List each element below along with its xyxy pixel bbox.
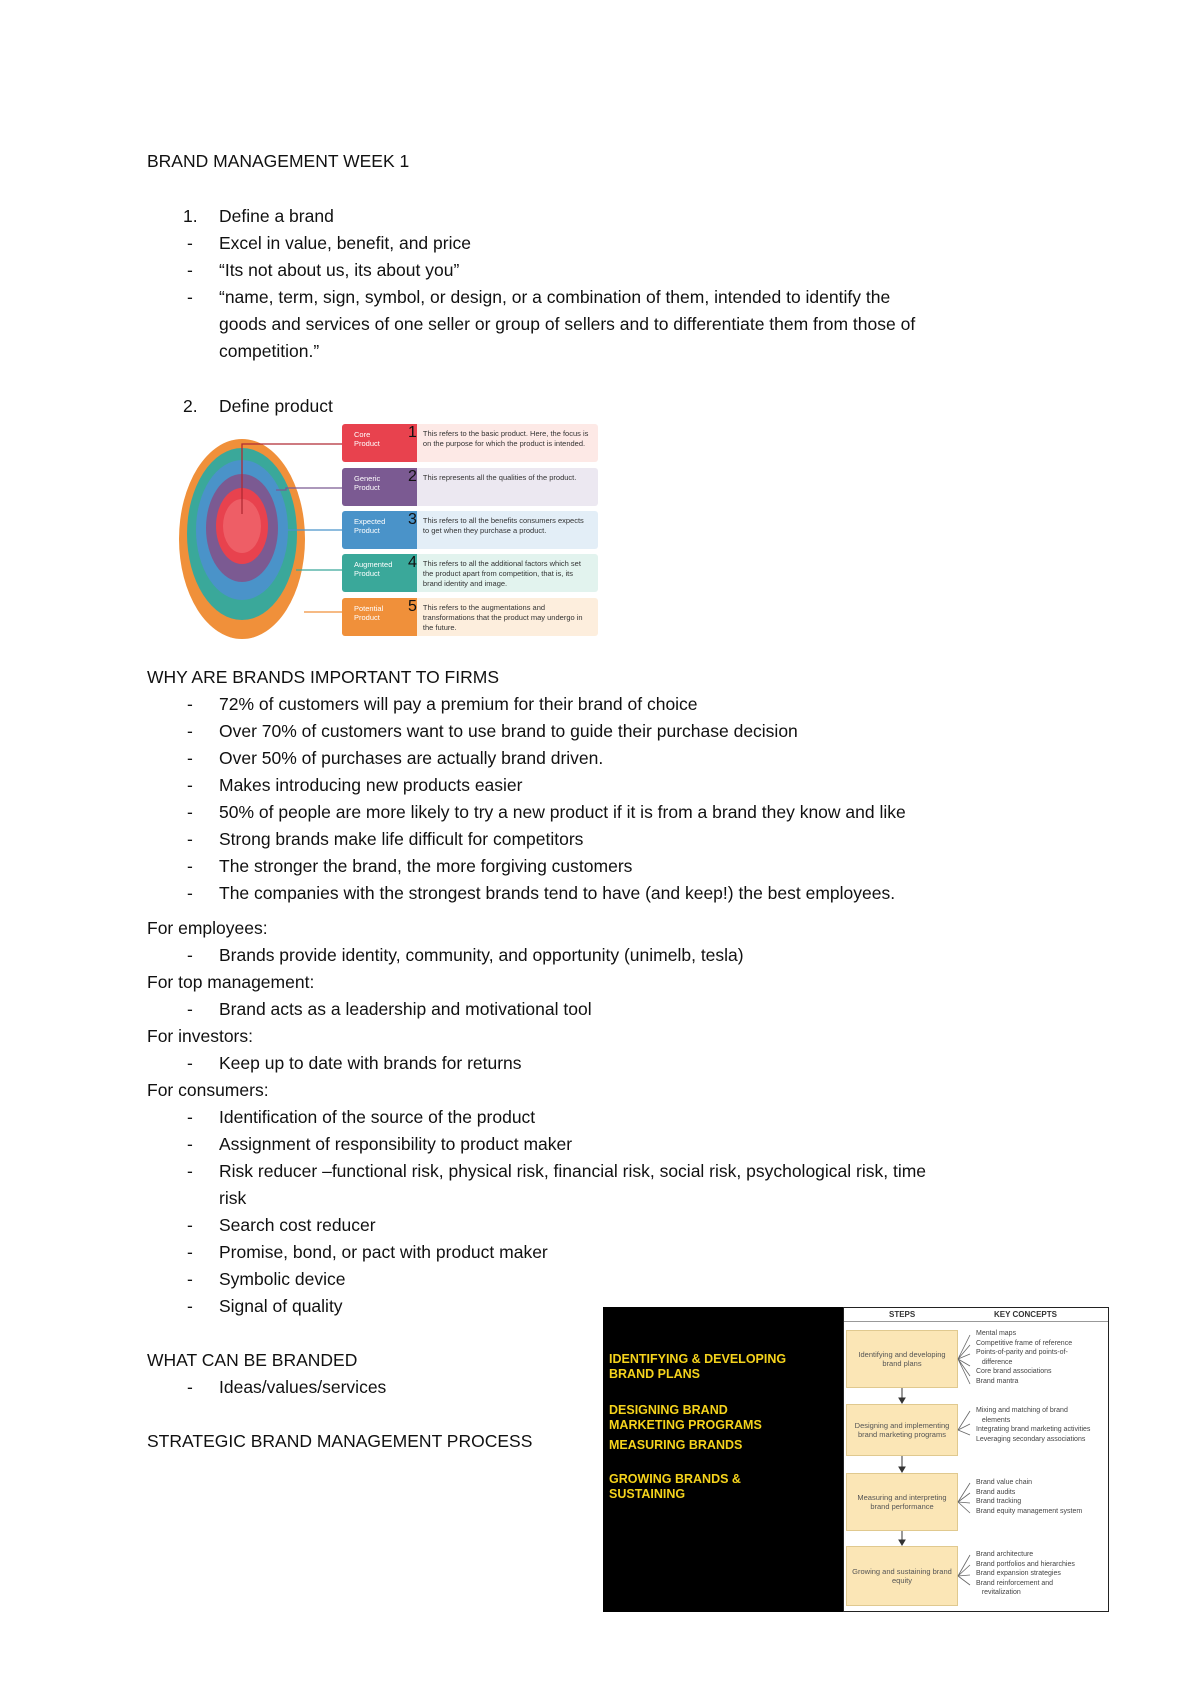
group-heading: For top management: (147, 972, 315, 992)
process-stage-label: GROWING BRANDS & SUSTAINING (609, 1472, 741, 1501)
list-item: Over 70% of customers want to use brand to guide their purchase decision (219, 721, 798, 741)
product-levels-figure (176, 418, 598, 644)
product-level-number: 5 (408, 598, 417, 636)
section-heading: WHAT CAN BE BRANDED (147, 1350, 358, 1370)
section-heading: STRATEGIC BRAND MANAGEMENT PROCESS (147, 1431, 533, 1451)
list-item: Assignment of responsibility to product maker (219, 1134, 573, 1154)
list-item: Symbolic device (219, 1269, 346, 1289)
list-item: Promise, bond, or pact with product maker (219, 1242, 548, 1262)
list-item: 72% of customers will pay a premium for their brand of choice (219, 694, 698, 714)
product-level-box (342, 511, 598, 549)
list-item: “name, term, sign, symbol, or design, or a combination of them, intended to identify the (219, 287, 891, 307)
list-item: Identification of the source of the product (219, 1107, 536, 1127)
product-rings-graphic (176, 418, 346, 644)
product-level-description: This refers to the augmentations and transformations that the product may undergo in the future. (422, 603, 583, 632)
product-level-name: Generic Product (342, 468, 408, 506)
process-stage-label: MEASURING BRANDS (609, 1438, 743, 1452)
product-level-description: This refers to all the additional factors which set the product apart from competition, that is, its brand identity and image. (422, 559, 581, 588)
list-item-continuation: risk (219, 1188, 247, 1208)
section-number: 1. (183, 206, 198, 226)
product-level-description: This represents all the qualities of the product. (422, 473, 577, 482)
list-item-continuation: goods and services of one seller or group of sellers and to differentiate them from those of (219, 314, 916, 334)
product-level-box (342, 554, 598, 592)
list-item-continuation: competition.” (219, 341, 320, 361)
product-level-description: This refers to the basic product. Here, the focus is on the purpose for which the product is intended. (422, 429, 589, 448)
list-item: Risk reducer –functional risk, physical risk, financial risk, social risk, psychological risk, time (219, 1161, 927, 1181)
list-item: Over 50% of purchases are actually brand driven. (219, 748, 604, 768)
product-level-box (342, 598, 598, 636)
list-item: The companies with the strongest brands tend to have (and keep!) the best employees. (219, 883, 896, 903)
list-item: Search cost reducer (219, 1215, 376, 1235)
key-concepts-list: Brand value chain Brand audits Brand tracking Brand equity management system (976, 1479, 1083, 1515)
product-level-name: Potential Product (342, 598, 408, 636)
product-level-name: Expected Product (342, 511, 408, 549)
concepts-column-header: KEY CONCEPTS (994, 1310, 1057, 1319)
process-step: Measuring and interpreting brand performance (846, 1473, 958, 1531)
list-item: Brands provide identity, community, and opportunity (unimelb, tesla) (219, 945, 744, 965)
product-level-number: 1 (408, 424, 417, 462)
process-step: Designing and implementing brand marketing programs (846, 1404, 958, 1456)
key-concepts-list: Mixing and matching of brand elements Integrating brand marketing activities Leveraging secondary associations (976, 1407, 1091, 1443)
section-heading: Define product (219, 396, 333, 416)
list-item: Brand acts as a leadership and motivational tool (219, 999, 592, 1019)
product-level-description: This refers to all the benefits consumers expects to get when they purchase a product. (422, 516, 584, 535)
process-steps-panel (843, 1307, 1109, 1612)
product-level-number: 4 (408, 554, 417, 592)
product-level-number: 3 (408, 511, 417, 549)
process-step: Growing and sustaining brand equity (846, 1546, 958, 1606)
section-heading: Define a brand (219, 206, 334, 226)
section-number: 2. (183, 396, 198, 416)
group-heading: For employees: (147, 918, 268, 938)
process-stage-panel (603, 1307, 843, 1612)
list-item: Makes introducing new products easier (219, 775, 523, 795)
group-heading: For investors: (147, 1026, 253, 1046)
product-level-number: 2 (408, 468, 417, 506)
key-concepts-list: Mental maps Competitive frame of reference Points-of-parity and points-of- difference Core brand associations Brand mantra (976, 1330, 1073, 1385)
document-title: BRAND MANAGEMENT WEEK 1 (147, 151, 410, 171)
list-item: Excel in value, benefit, and price (219, 233, 471, 253)
list-item: 50% of people are more likely to try a new product if it is from a brand they know and like (219, 802, 906, 822)
process-stage-label: IDENTIFYING & DEVELOPING BRAND PLANS (609, 1352, 787, 1381)
product-level-box (342, 424, 598, 462)
list-item: Keep up to date with brands for returns (219, 1053, 522, 1073)
product-level-name: Augmented Product (342, 554, 408, 592)
list-item: Ideas/values/services (219, 1377, 387, 1397)
list-item: Signal of quality (219, 1296, 343, 1316)
product-level-box (342, 468, 598, 506)
list-item: Strong brands make life difficult for competitors (219, 829, 584, 849)
group-heading: For consumers: (147, 1080, 269, 1100)
process-step: Identifying and developing brand plans (846, 1330, 958, 1388)
brand-process-figure (603, 1307, 1109, 1612)
steps-column-header: STEPS (889, 1310, 916, 1319)
product-level-name: Core Product (342, 424, 408, 462)
section-heading: WHY ARE BRANDS IMPORTANT TO FIRMS (147, 667, 499, 687)
document-page: BRAND MANAGEMENT WEEK 1 1. Define a brand - Excel in value, benefit, and price - “Its not about us, its about you” - “name, term, sign, symbol, or design, or a combination of them, intended to identify the goods and services of one seller or group of sellers and to differentiate them from those of competition.” 2. Define product Core Product 1 This refers to the basic product. Here, the focus is on the purpose for which the product is intended. Generic Product 2 This represents all the qualities of the product. Expected Product 3 This refers to all the benefits consumers expects to get when they purchase a product. Augmented Product 4 This refers to all the additional factors which set the product apart from competition, that is, its brand identity and image. Potential Product 5 This refers to the augmentations and transformations that the product may undergo in the future. WHY ARE BRANDS IMPORTANT TO FIRMS - 72% of customers will pay a premium for their brand of choice - Over 70% of customers want to use brand to guide their purchase decision - Over 50% of purchases are actually brand driven. - Makes introducing new products easier - 50% of people are more likely to try a new product if it is from a brand they know and like - Strong brands make life difficult for competitors - The stronger the brand, the more forgiving customers - The companies with the strongest brands tend to have (and keep!) the best employees. For employees: - Brands provide identity, community, and opportunity (unimelb, tesla) For top management: - Brand acts as a leadership and motivational tool For investors: - Keep up to date with brands for returns For consumers: - Identification of the source of the product - Assignment of responsibility to product maker - Risk reducer –functional risk, physical risk, financial risk, social risk, psychological risk, time risk - Search cost reducer - Promise, bond, or pact with product maker - Symbolic device - Signal of quality WHAT CAN BE BRANDED - Ideas/values/services STRATEGIC BRAND MANAGEMENT PROCESS IDENTIFYING & DEVELOPING BRAND PLANS DESIGNING BRAND MARKETING PROGRAMS MEASURING BRANDS GROWING BRANDS & SUSTAINING STEPS KEY CONCEPTS Identifying and developing brand plans Designing and implementing brand marketing programs Measuring and interpreting brand performance Growing and sustaining brand equity Mental maps Competitive frame of reference Points-of-parity and points-of- difference Core brand associations Brand mantra Mixing and matching of brand elements Integrating brand marketing activities Leveraging secondary associations Brand value chain Brand audits Brand tracking Brand equity management system Brand architecture Brand portfolios and hierarchies Brand expansion strategies Brand reinforcement and revitalization (0, 0, 1200, 1698)
list-item: “Its not about us, its about you” (219, 260, 460, 280)
process-stage-label: DESIGNING BRAND MARKETING PROGRAMS (609, 1403, 762, 1432)
key-concepts-list: Brand architecture Brand portfolios and hierarchies Brand expansion strategies Brand reinforcement and revitalization (976, 1551, 1075, 1596)
list-item: The stronger the brand, the more forgiving customers (219, 856, 633, 876)
